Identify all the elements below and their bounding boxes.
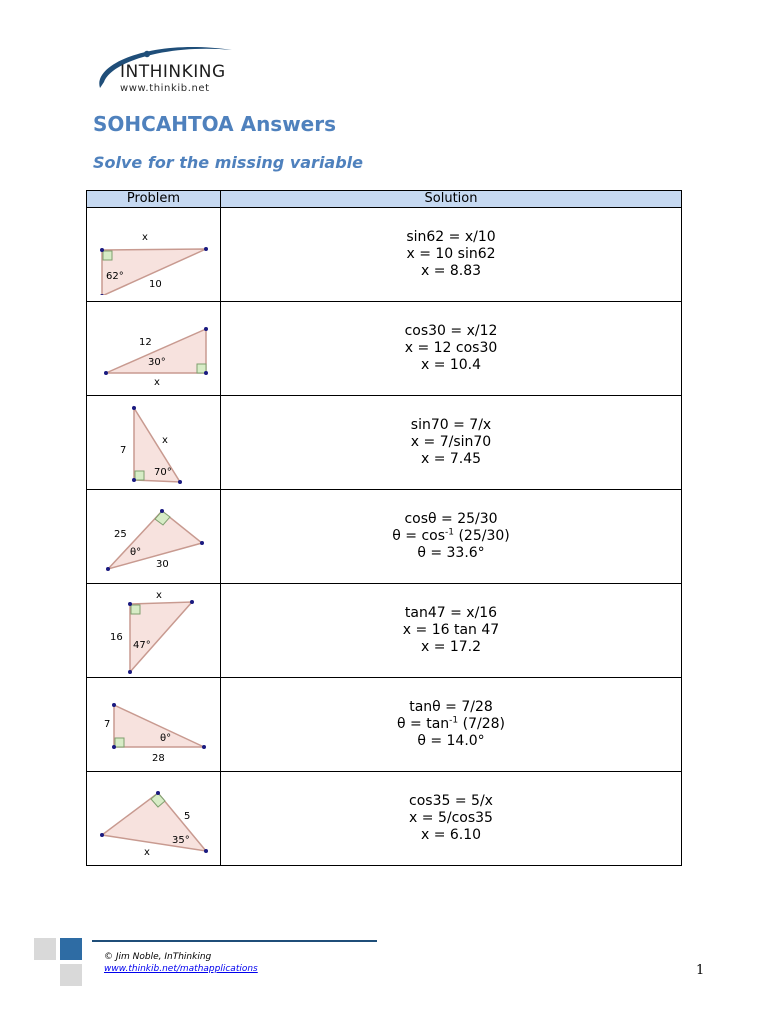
solution-text: (7/28) — [458, 716, 505, 732]
problem-cell — [87, 396, 221, 490]
solution-line: cosθ = 25/30 — [404, 511, 498, 527]
solution-line: x = 8.83 — [420, 263, 482, 279]
side-label: 7 — [119, 444, 126, 456]
solution-line — [221, 528, 681, 545]
side-label: 28 — [151, 752, 165, 764]
side-label: x — [141, 231, 148, 243]
table-header-row — [87, 191, 682, 208]
answers-table — [86, 190, 682, 866]
side-label: 10 — [148, 278, 162, 290]
solution-line: x = 17.2 — [420, 639, 482, 655]
page-subtitle: Solve for the missing variable — [93, 153, 364, 172]
solution-line: x = 10 sin62 — [406, 246, 496, 262]
triangle-diagram — [94, 400, 214, 486]
footer-divider — [92, 940, 377, 942]
solution-line: sin70 = 7/x — [410, 417, 492, 433]
solution-text: (25/30) — [454, 528, 510, 544]
column-header-problem: Problem — [87, 191, 221, 208]
solution-text: θ = cos — [392, 528, 446, 544]
triangle-diagram — [94, 309, 214, 389]
triangle-diagram — [94, 588, 214, 674]
angle-label: 62° — [105, 270, 124, 282]
triangle-diagram — [94, 685, 214, 765]
side-label: x — [155, 589, 162, 601]
solution-cell — [221, 208, 682, 302]
inverse-superscript: -1 — [449, 715, 459, 726]
solution-line: x = 6.10 — [420, 827, 482, 843]
solution-cell — [221, 396, 682, 490]
problem-cell — [87, 584, 221, 678]
solution-line: cos35 = 5/x — [409, 793, 493, 809]
solution-line: θ = 14.0° — [417, 733, 485, 749]
side-label: x — [161, 434, 168, 446]
side-label: 7 — [103, 718, 110, 730]
page-title: SOHCAHTOA Answers — [93, 112, 337, 136]
angle-label: 47° — [132, 639, 151, 651]
solution-cell — [221, 490, 682, 584]
side-label: 5 — [183, 810, 190, 822]
inverse-superscript: -1 — [445, 527, 454, 538]
solution-line: tanθ = 7/28 — [409, 699, 493, 715]
solution-line: x = 12 cos30 — [404, 340, 498, 356]
table-row — [87, 302, 682, 396]
table-row — [87, 490, 682, 584]
solution-line: x = 7/sin70 — [410, 434, 492, 450]
table-row — [87, 678, 682, 772]
angle-label: θ° — [129, 546, 141, 558]
logo-name: INTHINKING — [120, 62, 226, 82]
solution-cell — [221, 584, 682, 678]
footer-link[interactable]: www.thinkib.net/mathapplications — [104, 964, 258, 974]
solution-line: x = 5/cos35 — [409, 810, 493, 826]
solution-line: x = 10.4 — [420, 357, 482, 373]
solution-cell — [221, 678, 682, 772]
solution-line: x = 7.45 — [420, 451, 482, 467]
solution-line: x = 16 tan 47 — [402, 622, 500, 638]
side-label: x — [153, 376, 160, 388]
footer-block — [34, 938, 56, 960]
solution-text: θ = tan — [397, 716, 450, 732]
triangle-diagram — [94, 215, 214, 295]
triangle-diagram — [94, 497, 214, 577]
triangle-diagram — [92, 779, 216, 859]
footer-copyright: © Jim Noble, InThinking — [104, 952, 212, 962]
problem-cell — [87, 772, 221, 866]
angle-label: 30° — [147, 356, 166, 368]
table-row — [87, 772, 682, 866]
solution-line: cos30 = x/12 — [404, 323, 498, 339]
side-label: 25 — [113, 528, 127, 540]
footer-block — [60, 964, 82, 986]
solution-line: tan47 = x/16 — [404, 605, 498, 621]
solution-line — [221, 716, 681, 733]
footer-block — [34, 964, 56, 986]
logo-url: www.thinkib.net — [120, 83, 210, 94]
page-number: 1 — [696, 963, 705, 978]
side-label: 12 — [138, 336, 152, 348]
angle-label: 70° — [153, 466, 172, 478]
side-label: x — [143, 846, 150, 858]
angle-label: 35° — [171, 834, 190, 846]
solution-line: sin62 = x/10 — [406, 229, 496, 245]
problem-cell — [87, 208, 221, 302]
table-row — [87, 584, 682, 678]
solution-cell — [221, 772, 682, 866]
side-label: 30 — [155, 558, 169, 570]
table-row — [87, 396, 682, 490]
problem-cell — [87, 678, 221, 772]
inthinking-logo — [92, 42, 242, 102]
solution-line: θ = 33.6° — [417, 545, 485, 561]
solution-cell — [221, 302, 682, 396]
angle-label: θ° — [159, 732, 171, 744]
column-header-solution: Solution — [221, 191, 682, 208]
footer-block — [60, 938, 82, 960]
table-row — [87, 208, 682, 302]
problem-cell — [87, 302, 221, 396]
problem-cell — [87, 490, 221, 584]
side-label: 16 — [109, 631, 123, 643]
